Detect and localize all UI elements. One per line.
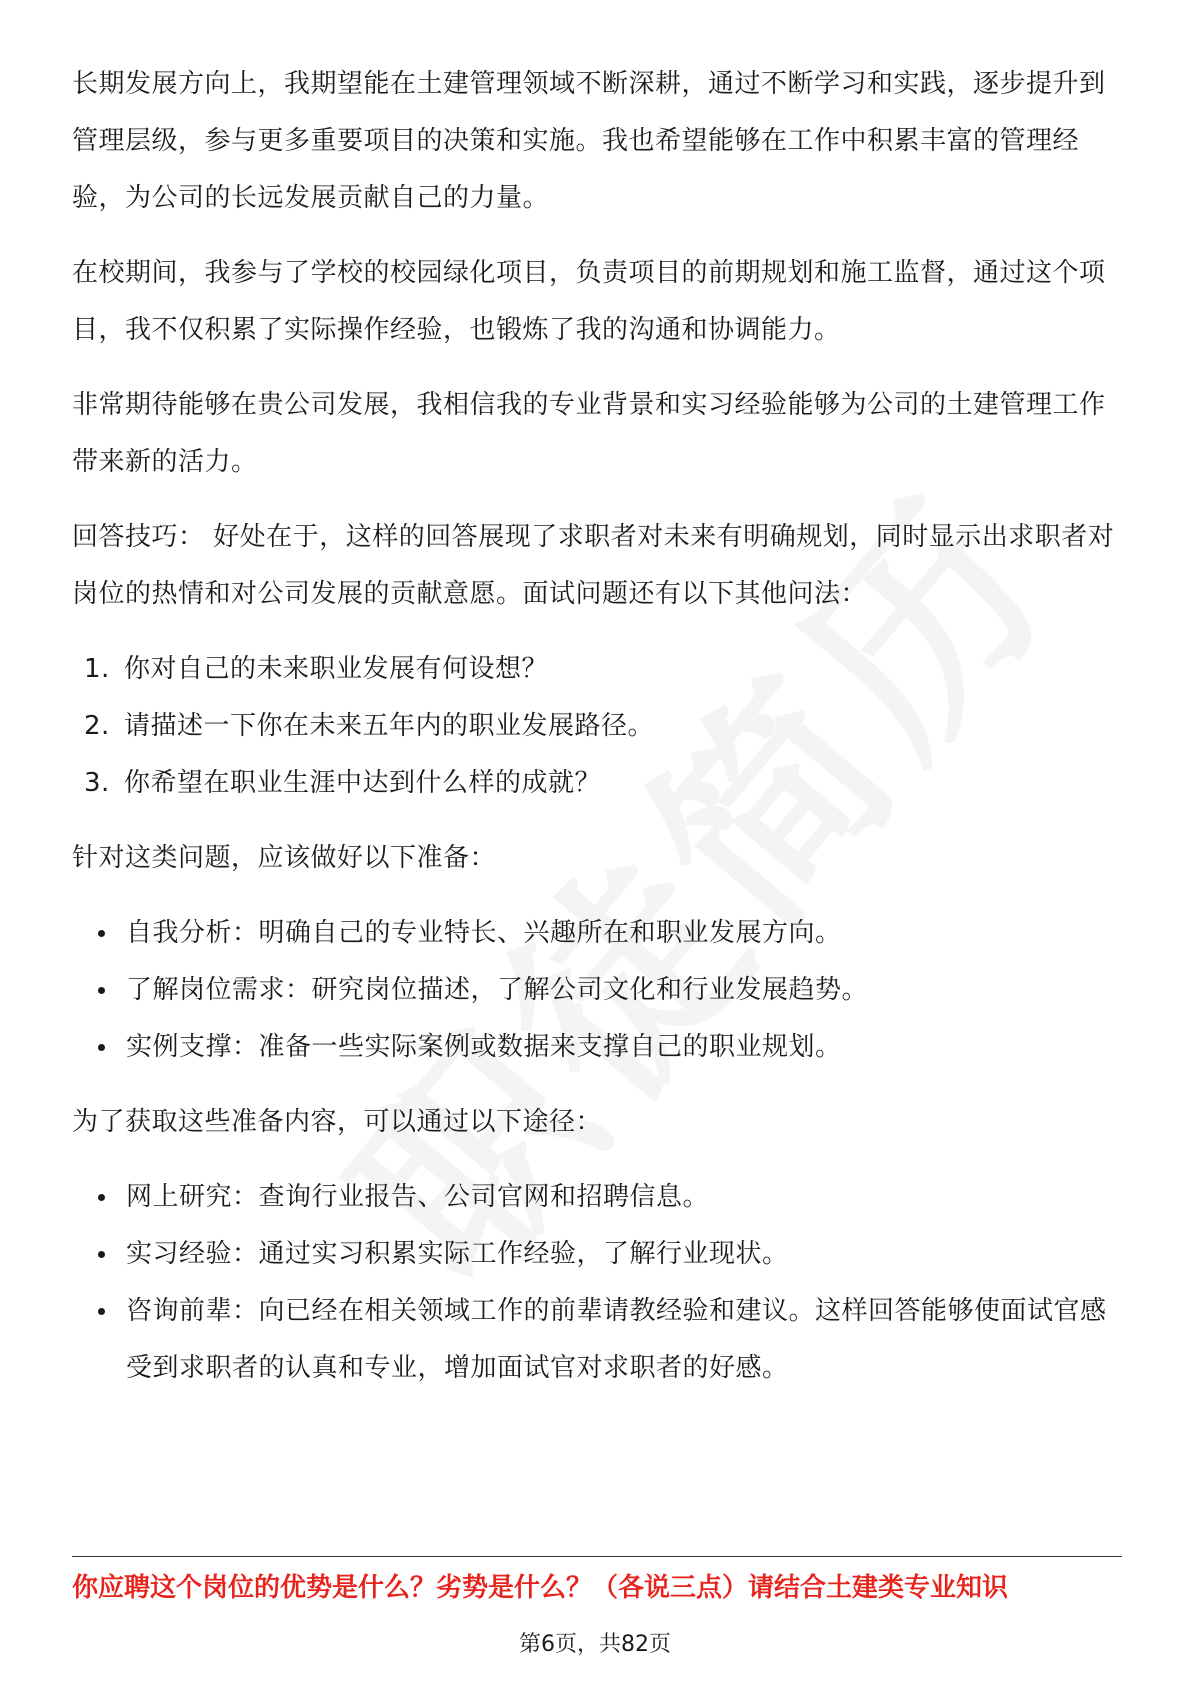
list-item [72,1019,1122,1076]
bullet-icon [98,1251,105,1258]
prep-list [72,905,1122,1076]
list-item-text: 网上研究：查询行业报告、公司官网和招聘信息。 [126,1182,710,1212]
section-divider [72,1556,1122,1557]
bullet-icon [98,1044,105,1051]
list-item-text: 了解岗位需求：研究岗位描述，了解公司文化和行业发展趋势。 [126,975,869,1005]
list-item [72,905,1122,962]
list-item-text: 自我分析：明确自己的专业特长、兴趣所在和职业发展方向。 [126,918,842,948]
list-item [72,962,1122,1019]
document-body [72,56,1122,1415]
source-list [72,1169,1122,1397]
next-question-heading: 你应聘这个岗位的优势是什么？劣势是什么？（各说三点）请结合土建类专业知识 [72,1573,1009,1603]
list-item [72,1226,1122,1283]
list-number: 2. [84,711,110,741]
list-item-text: 实例支撑：准备一些实际案例或数据来支撑自己的职业规划。 [126,1032,842,1062]
paragraph-source-intro: 为了获取这些准备内容，可以通过以下途径： [72,1107,603,1137]
list-number: 3. [84,768,110,798]
paragraph-expectation: 非常期待能够在贵公司发展，我相信我的专业背景和实习经验能够为公司的土建管理工作带来新的活力。 [72,390,1106,477]
list-item [72,698,1122,755]
page-number: 第6页，共82页 [519,1632,671,1657]
paragraph-answer-tips: 回答技巧： 好处在于，这样的回答展现了求职者对未来有明确规划，同时显示出求职者对岗位的热情和对公司发展的贡献意愿。面试问题还有以下其他问法： [72,522,1115,609]
paragraph-career-plan: 长期发展方向上，我期望能在土建管理领域不断深耕，通过不断学习和实践，逐步提升到管理层级，参与更多重要项目的决策和实施。我也希望能够在工作中积累丰富的管理经验，为公司的长远发展贡献自己的力量。 [72,69,1106,213]
bullet-icon [98,1194,105,1201]
list-item [72,641,1122,698]
list-item-text: 咨询前辈：向已经在相关领域工作的前辈请教经验和建议。这样回答能够使面试官感受到求职者的认真和专业，增加面试官对求职者的好感。 [126,1296,1107,1383]
list-item-text: 你希望在职业生涯中达到什么样的成就？ [124,768,602,798]
alt-question-list [72,641,1122,812]
list-item [72,1283,1122,1397]
paragraph-campus-project: 在校期间，我参与了学校的校园绿化项目，负责项目的前期规划和施工监督，通过这个项目，我不仅积累了实际操作经验，也锻炼了我的沟通和协调能力。 [72,258,1106,345]
list-item [72,755,1122,812]
bullet-icon [98,1308,105,1315]
list-item-text: 实习经验：通过实习积累实际工作经验，了解行业现状。 [126,1239,789,1269]
list-item-text: 请描述一下你在未来五年内的职业发展路径。 [124,711,655,741]
list-item [72,1169,1122,1226]
list-number: 1. [84,654,110,684]
bullet-icon [98,987,105,994]
paragraph-prep-intro: 针对这类问题，应该做好以下准备： [72,843,497,873]
bullet-icon [98,930,105,937]
list-item-text: 你对自己的未来职业发展有何设想？ [124,654,549,684]
